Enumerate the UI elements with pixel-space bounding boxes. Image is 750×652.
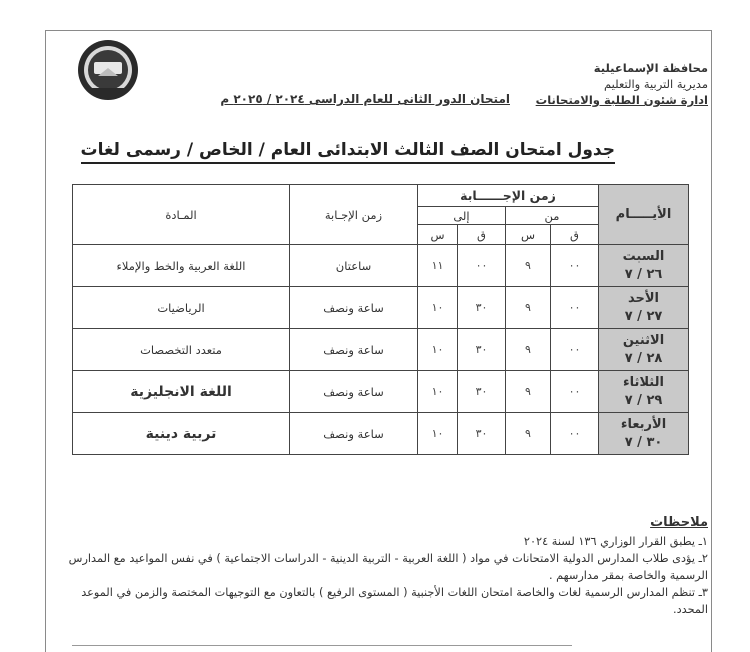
from-minutes: ٠٠: [551, 245, 599, 287]
to-hours: ١٠: [418, 329, 458, 371]
day-cell: [599, 245, 689, 287]
subject-cell: اللغة الانجليزية: [73, 371, 290, 413]
to-hours: ١٠: [418, 413, 458, 455]
from-hours: ٩: [506, 245, 551, 287]
department-name: ادارة شئون الطلبة والامتحانات: [535, 93, 708, 107]
day-cell: [599, 371, 689, 413]
day-date: ٢٨ / ٧: [624, 350, 663, 366]
ministry-seal-icon: [76, 38, 140, 102]
day-date: ٢٦ / ٧: [624, 266, 663, 282]
frame-top-border: [45, 30, 711, 31]
table-row: [73, 287, 689, 329]
subject-cell: الرياضيات: [73, 287, 290, 329]
from-minutes: ٠٠: [551, 413, 599, 455]
governorate-name: محافظة الإسماعيلية: [593, 61, 708, 75]
to-minutes: ٣٠: [458, 287, 506, 329]
day-date: ٢٩ / ٧: [624, 392, 663, 408]
day-cell: [599, 413, 689, 455]
note-item: ١ـ يطبق القرار الوزاري ١٣٦ لسنة ٢٠٢٤: [523, 535, 708, 548]
from-minutes: ٠٠: [551, 329, 599, 371]
duration-cell: ساعة ونصف: [290, 329, 418, 371]
day-cell: [599, 329, 689, 371]
issuer-header: [508, 60, 708, 108]
day-cell: [599, 287, 689, 329]
subject-cell: تربية دينية: [73, 413, 290, 455]
day-date: ٢٧ / ٧: [624, 308, 663, 324]
from-hours-header: س: [506, 225, 551, 245]
note-item: ٢ـ يؤدى طلاب المدارس الدولية الامتحانات في مواد ( اللغة العربية - التربية الدينية - الدراسات الاجتماعية ) في نفس المواعيد مع المدارس الرسمية والخاصة بمقر مدارسهم .: [68, 552, 708, 582]
to-hours: ١٠: [418, 371, 458, 413]
duration-cell: ساعة ونصف: [290, 371, 418, 413]
days-header: الأيـــــام: [599, 185, 689, 245]
to-header: إلى: [418, 207, 506, 225]
to-hours-header: س: [418, 225, 458, 245]
duration-cell: ساعتان: [290, 245, 418, 287]
note-item: ٣ـ تنظم المدارس الرسمية لغات والخاصة امتحان اللغات الأجنبية ( المستوى الرفيع ) بالتعاون مع التوجيهات المختصة والزمن في الموعد المحدد.: [81, 586, 708, 616]
from-hours: ٩: [506, 413, 551, 455]
to-hours: ١١: [418, 245, 458, 287]
table-row: [73, 245, 689, 287]
day-name: الاثنين: [622, 332, 665, 348]
day-name: السبت: [622, 248, 665, 264]
notes-title: ملاحظات: [650, 515, 708, 530]
from-hours: ٩: [506, 287, 551, 329]
to-hours: ١٠: [418, 287, 458, 329]
from-hours: ٩: [506, 371, 551, 413]
to-minutes: ٣٠: [458, 371, 506, 413]
duration-cell: ساعة ونصف: [290, 287, 418, 329]
day-name: الأحد: [627, 290, 659, 306]
time-group-header: زمن الإجــــــابة: [418, 185, 599, 207]
from-header: من: [506, 207, 599, 225]
directorate-name: مديرية التربية والتعليم: [604, 77, 708, 91]
table-row: [73, 413, 689, 455]
subject-header: المـادة: [73, 185, 290, 245]
to-minutes: ٣٠: [458, 329, 506, 371]
schedule-table-wrapper: [72, 184, 688, 455]
day-name: الأربعاء: [620, 416, 667, 432]
duration-cell: ساعة ونصف: [290, 413, 418, 455]
to-minutes: ٣٠: [458, 413, 506, 455]
exam-title: امتحان الدور الثانى للعام الدراسى ٢٠٢٤ / ٢٠٢٥ م: [220, 92, 510, 106]
table-row: [73, 371, 689, 413]
page-title-text: جدول امتحان الصف الثالث الابتدائى العام / الخاص / رسمى لغات: [81, 140, 616, 164]
to-minutes-header: ق: [458, 225, 506, 245]
duration-header: زمن الإجـابة: [290, 185, 418, 245]
schedule-table: [72, 184, 689, 455]
bottom-divider: [72, 645, 572, 646]
page-title: [80, 140, 615, 160]
subject-cell: متعدد التخصصات: [73, 329, 290, 371]
day-name: الثلاثاء: [623, 374, 664, 390]
from-minutes: ٠٠: [551, 287, 599, 329]
from-minutes-header: ق: [551, 225, 599, 245]
to-minutes: ٠٠: [458, 245, 506, 287]
subject-cell: اللغة العربية والخط والإملاء: [73, 245, 290, 287]
from-minutes: ٠٠: [551, 371, 599, 413]
table-row: [73, 329, 689, 371]
day-date: ٣٠ / ٧: [624, 434, 663, 450]
notes-section: [68, 514, 708, 618]
from-hours: ٩: [506, 329, 551, 371]
